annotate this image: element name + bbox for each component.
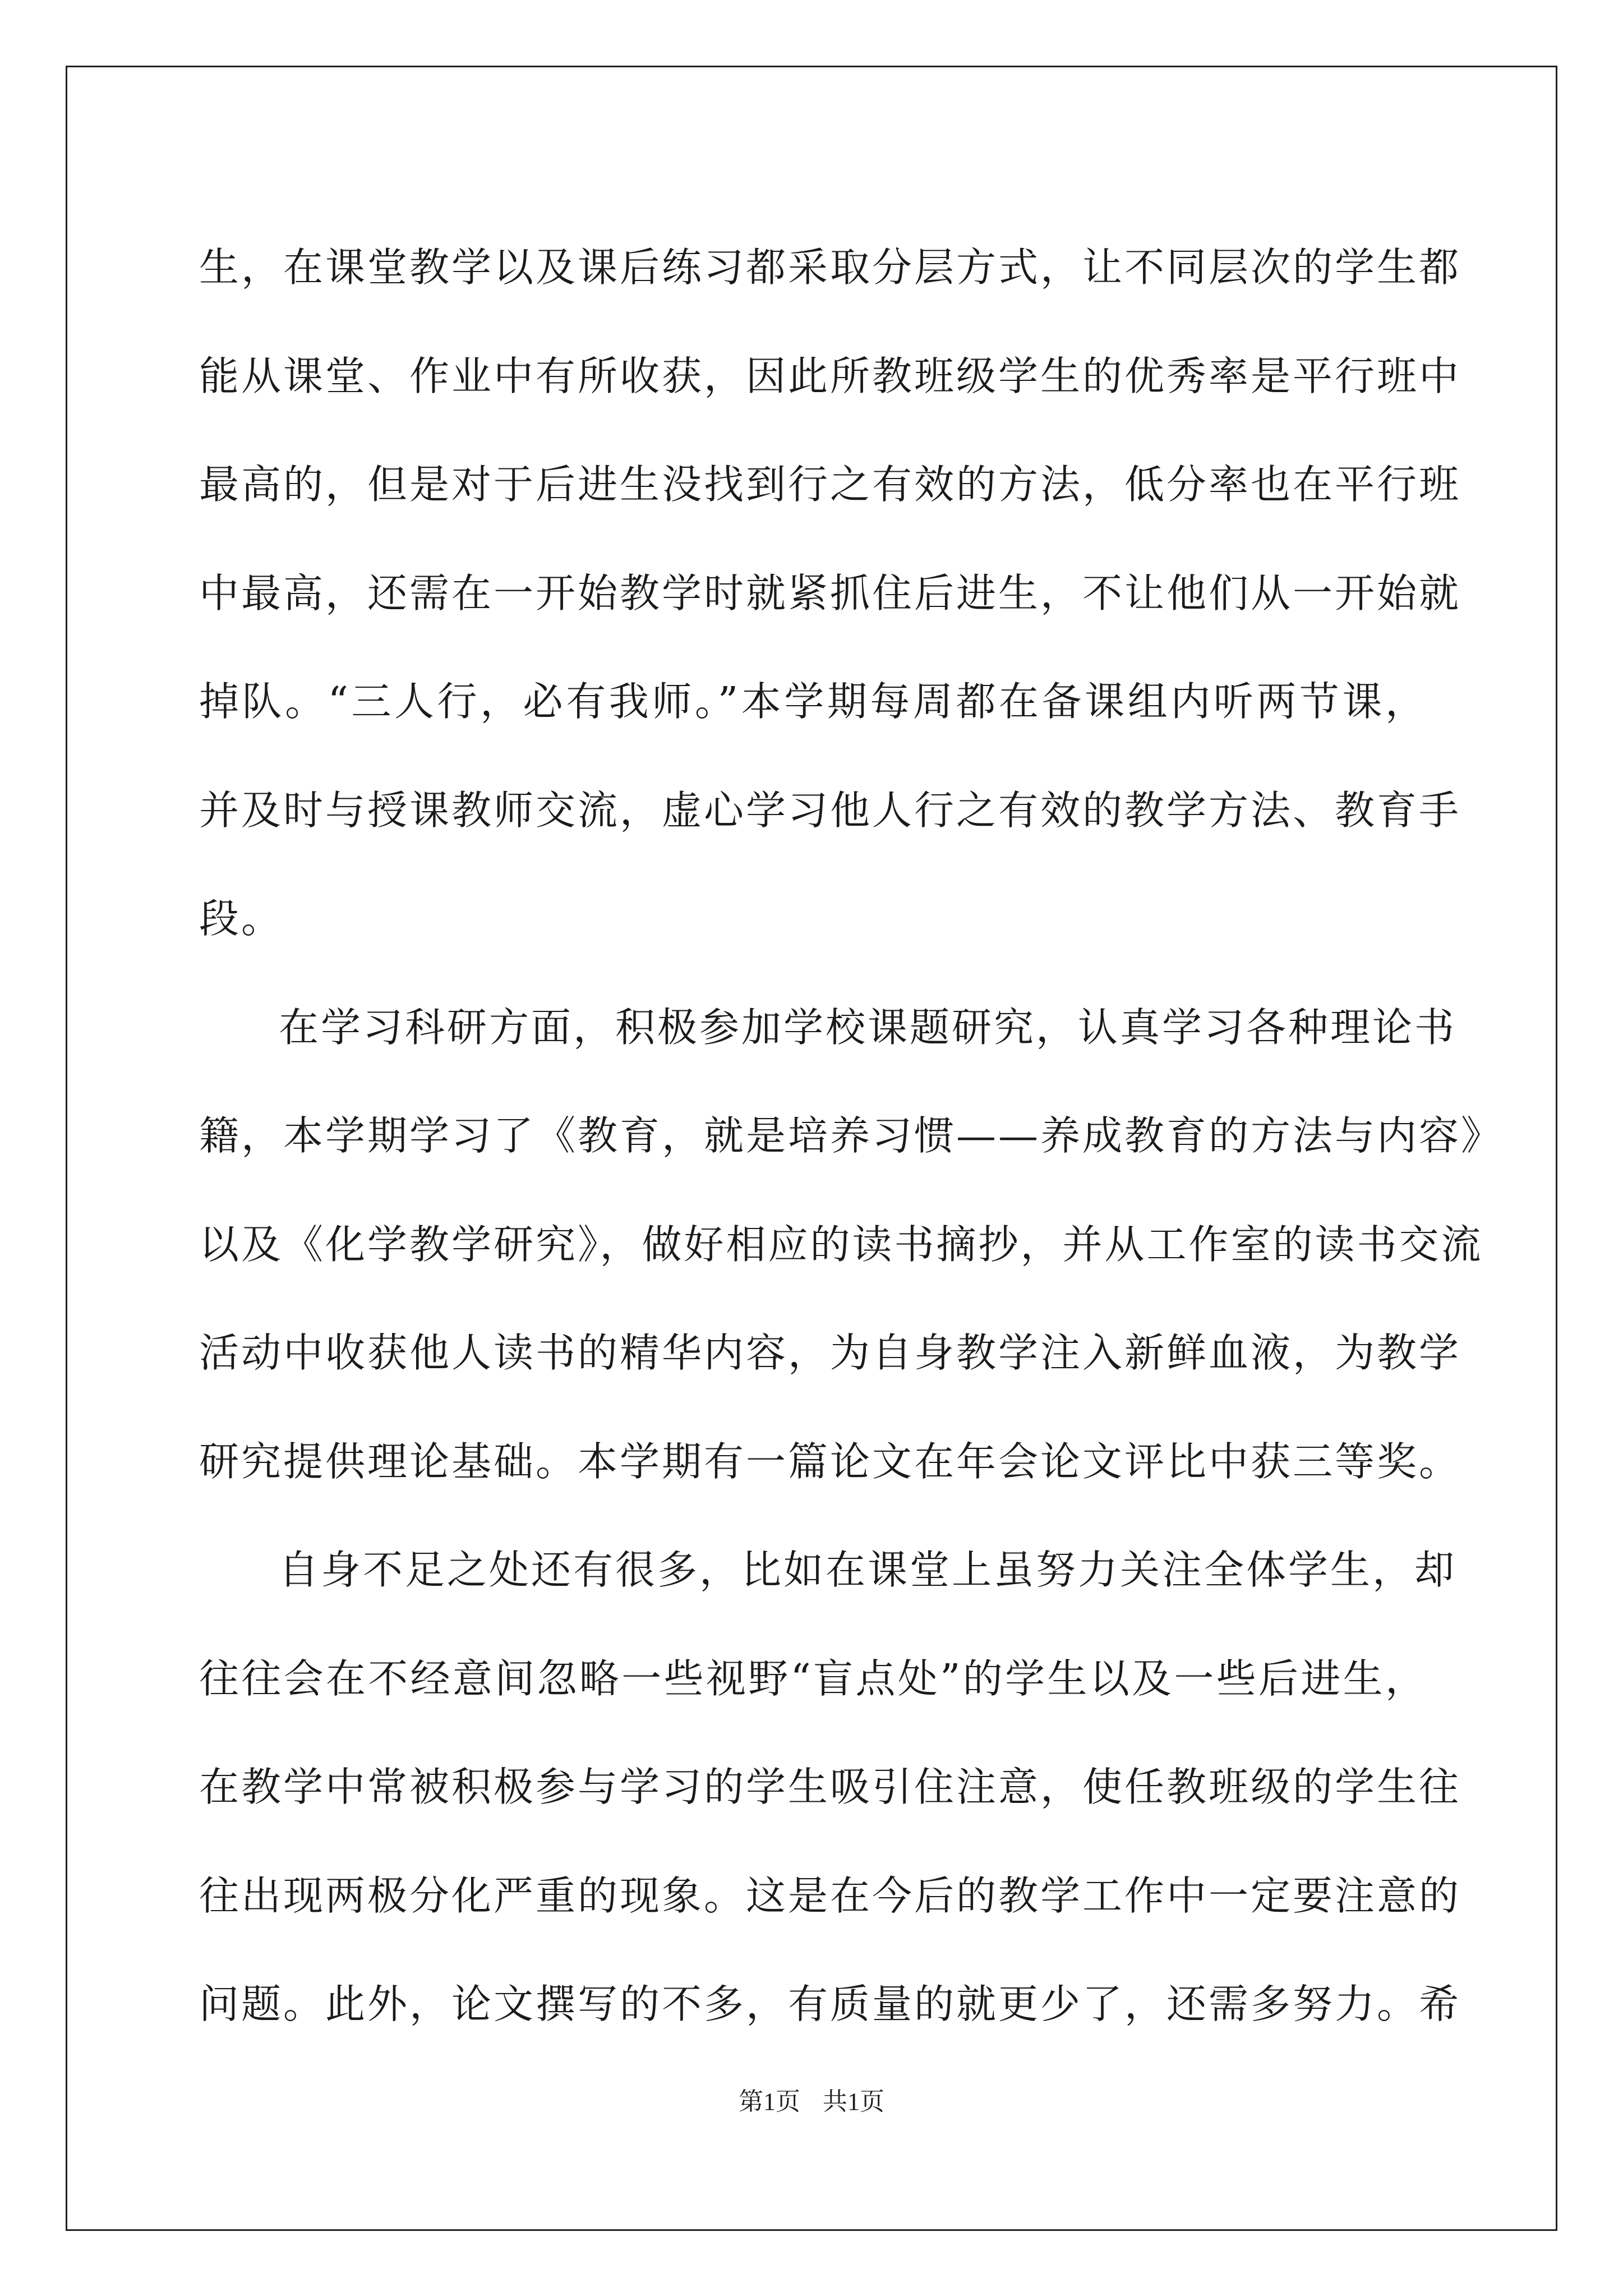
text-line: 研究提供理论基础。本学期有一篇论文在年会论文评比中获三等奖。 bbox=[199, 1438, 1461, 1485]
text-line: 最高的，但是对于后进生没找到行之有效的方法，低分率也在平行班 bbox=[199, 461, 1461, 508]
text-line: 能从课堂、作业中有所收获，因此所教班级学生的优秀率是平行班中 bbox=[199, 352, 1461, 399]
text-line: 往出现两极分化严重的现象。这是在今后的教学工作中一定要注意的 bbox=[199, 1872, 1461, 1919]
page-number-current: 第1页 bbox=[739, 2088, 800, 2115]
document-body bbox=[199, 213, 1504, 2059]
text-line: 籍，本学期学习了《教育，就是培养习惯——养成教育的方法与内容》 bbox=[199, 1112, 1504, 1159]
text-line: 往往会在不经意间忽略一些视野“盲点处”的学生以及一些后进生， bbox=[199, 1655, 1427, 1702]
text-line: 生，在课堂教学以及课后练习都采取分层方式，让不同层次的学生都 bbox=[199, 244, 1461, 291]
text-line: 段。 bbox=[199, 895, 284, 942]
page-number-total: 共1页 bbox=[823, 2088, 884, 2115]
page-footer bbox=[0, 2081, 1623, 2117]
text-line: 掉队。“三人行，必有我师。”本学期每周都在备课组内听两节课， bbox=[199, 678, 1427, 725]
text-line: 在学习科研方面，积极参加学校课题研究，认真学习各种理论书 bbox=[279, 1004, 1457, 1051]
text-line: 问题。此外，论文撰写的不多，有质量的就更少了，还需多努力。希 bbox=[199, 1981, 1461, 2027]
text-line: 自身不足之处还有很多，比如在课堂上虽努力关注全体学生，却 bbox=[279, 1547, 1457, 1593]
text-line: 以及《化学教学研究》，做好相应的读书摘抄，并从工作室的读书交流 bbox=[199, 1221, 1483, 1268]
text-line: 活动中收获他人读书的精华内容，为自身教学注入新鲜血液，为教学 bbox=[199, 1329, 1461, 1376]
text-line: 并及时与授课教师交流，虚心学习他人行之有效的教学方法、教育手 bbox=[199, 786, 1461, 834]
text-line: 在教学中常被积极参与学习的学生吸引住注意，使任教班级的学生往 bbox=[199, 1764, 1461, 1810]
text-line: 中最高，还需在一开始教学时就紧抓住后进生，不让他们从一开始就 bbox=[199, 569, 1461, 616]
